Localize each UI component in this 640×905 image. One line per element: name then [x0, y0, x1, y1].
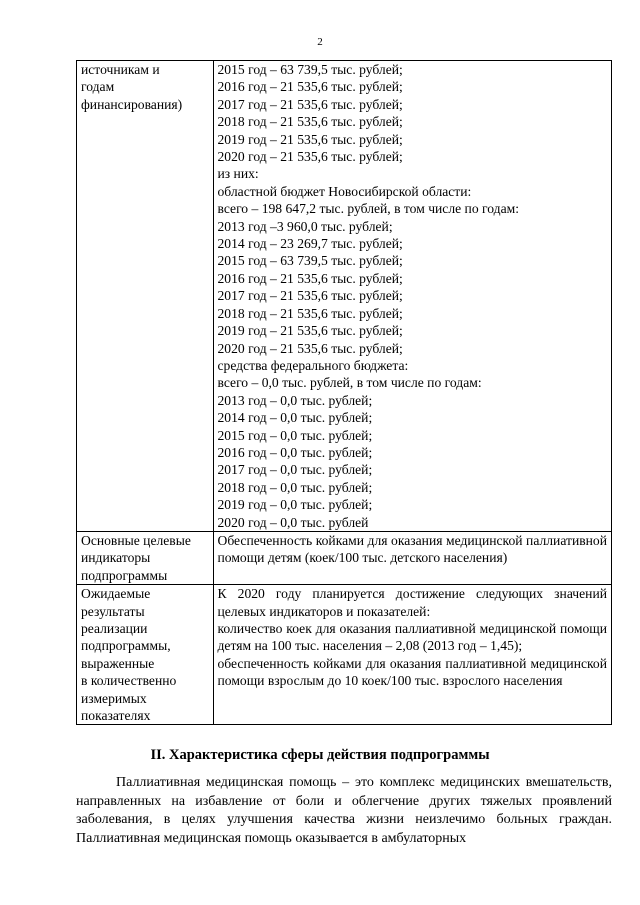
results-label-line: результаты — [81, 603, 145, 619]
results-beds-adults-text: обеспеченность койками для оказания паллиативной медицинской помощи взрослым до 10 коек/100 тыс. взрослого населения — [217, 655, 607, 689]
table-row-expected-results — [77, 585, 612, 725]
financing-line: 2019 год – 21 535,6 тыс. рублей; — [217, 323, 403, 339]
table-row-indicators — [77, 531, 612, 584]
results-label-line: измеримых — [81, 690, 147, 706]
financing-line: всего – 0,0 тыс. рублей, в том числе по годам: — [217, 375, 482, 391]
indicators-label-line: индикаторы — [81, 550, 151, 566]
indicators-label-line: Основные целевые — [81, 532, 191, 548]
results-label-line: подпрограммы, — [81, 638, 171, 654]
body-paragraph: Паллиативная медицинская помощь – это комплекс медицинских вмешательств, направленных на избавление от боли и облегчение других тяжелых проявлений заболевания, в целях улучшения качества жизни неизлечимо больных граждан. Паллиативная медицинская помощь оказывается в амбулаторных — [76, 775, 612, 846]
indicators-label-line: подпрограммы — [81, 567, 168, 583]
financing-line: 2016 год – 21 535,6 тыс. рублей; — [217, 79, 403, 95]
financing-line: 2014 год – 0,0 тыс. рублей; — [217, 410, 373, 426]
results-label-line: показателях — [81, 708, 151, 724]
financing-label-line: источникам и — [81, 62, 160, 77]
financing-line: 2016 год – 21 535,6 тыс. рублей; — [217, 270, 403, 286]
financing-line: 2015 год – 0,0 тыс. рублей; — [217, 427, 373, 443]
indicators-label-cell — [77, 531, 214, 584]
program-passport-table — [76, 60, 612, 725]
financing-line: 2016 год – 0,0 тыс. рублей; — [217, 444, 373, 460]
results-label-cell — [77, 585, 214, 725]
financing-line: 2020 год – 0,0 тыс. рублей — [217, 514, 369, 530]
financing-line: областной бюджет Новосибирской области: — [217, 183, 472, 199]
results-label-line: выраженные — [81, 655, 155, 671]
financing-line: 2015 год – 63 739,5 тыс. рублей; — [217, 253, 403, 269]
financing-line: 2020 год – 21 535,6 тыс. рублей; — [217, 149, 403, 165]
indicators-text: Обеспеченность койками для оказания медицинской паллиативной помощи детям (коек/100 тыс. детского населения) — [217, 532, 607, 566]
table-row-financing — [77, 61, 612, 532]
financing-line: 2017 год – 21 535,6 тыс. рублей; — [217, 96, 403, 112]
results-value-cell — [213, 585, 612, 725]
results-intro-text: К 2020 году планируется достижение следующих значений целевых индикаторов и показателей: — [217, 586, 607, 619]
financing-line: 2019 год – 21 535,6 тыс. рублей; — [217, 131, 403, 147]
section-title: II. Характеристика сферы действия подпрограммы — [150, 747, 490, 763]
financing-line: 2020 год – 21 535,6 тыс. рублей; — [217, 340, 403, 356]
results-label-line: Ожидаемые — [81, 586, 151, 602]
financing-line: 2013 год –3 960,0 тыс. рублей; — [217, 218, 393, 234]
financing-line: 2018 год – 21 535,6 тыс. рублей; — [217, 305, 403, 321]
financing-label-line: финансирования) — [81, 96, 183, 112]
financing-label-cell — [77, 61, 214, 532]
results-label-line: реализации — [81, 621, 148, 636]
financing-line: 2018 год – 0,0 тыс. рублей; — [217, 479, 373, 495]
financing-line: средства федерального бюджета: — [217, 357, 409, 373]
financing-values-cell — [213, 61, 612, 532]
financing-line: 2017 год – 0,0 тыс. рублей; — [217, 462, 373, 478]
financing-line: 2015 год – 63 739,5 тыс. рублей; — [217, 62, 403, 77]
results-label-line: в количественно — [81, 673, 177, 689]
financing-line: всего – 198 647,2 тыс. рублей, в том числе по годам: — [217, 201, 519, 217]
page-number: 2 — [317, 36, 323, 48]
financing-line: 2014 год – 23 269,7 тыс. рублей; — [217, 236, 403, 252]
financing-label-line: годам — [81, 79, 115, 95]
financing-line: 2017 год – 21 535,6 тыс. рублей; — [217, 288, 403, 304]
financing-line: из них: — [217, 166, 259, 182]
financing-line: 2019 год – 0,0 тыс. рублей; — [217, 497, 373, 513]
financing-line: 2013 год – 0,0 тыс. рублей; — [217, 392, 373, 408]
financing-line: 2018 год – 21 535,6 тыс. рублей; — [217, 114, 403, 130]
results-beds-children-text: количество коек для оказания паллиативной медицинской помощи детям на 100 тыс. населения – 2,08 (2013 год – 1,45); — [217, 621, 607, 654]
indicators-value-cell — [213, 531, 612, 584]
